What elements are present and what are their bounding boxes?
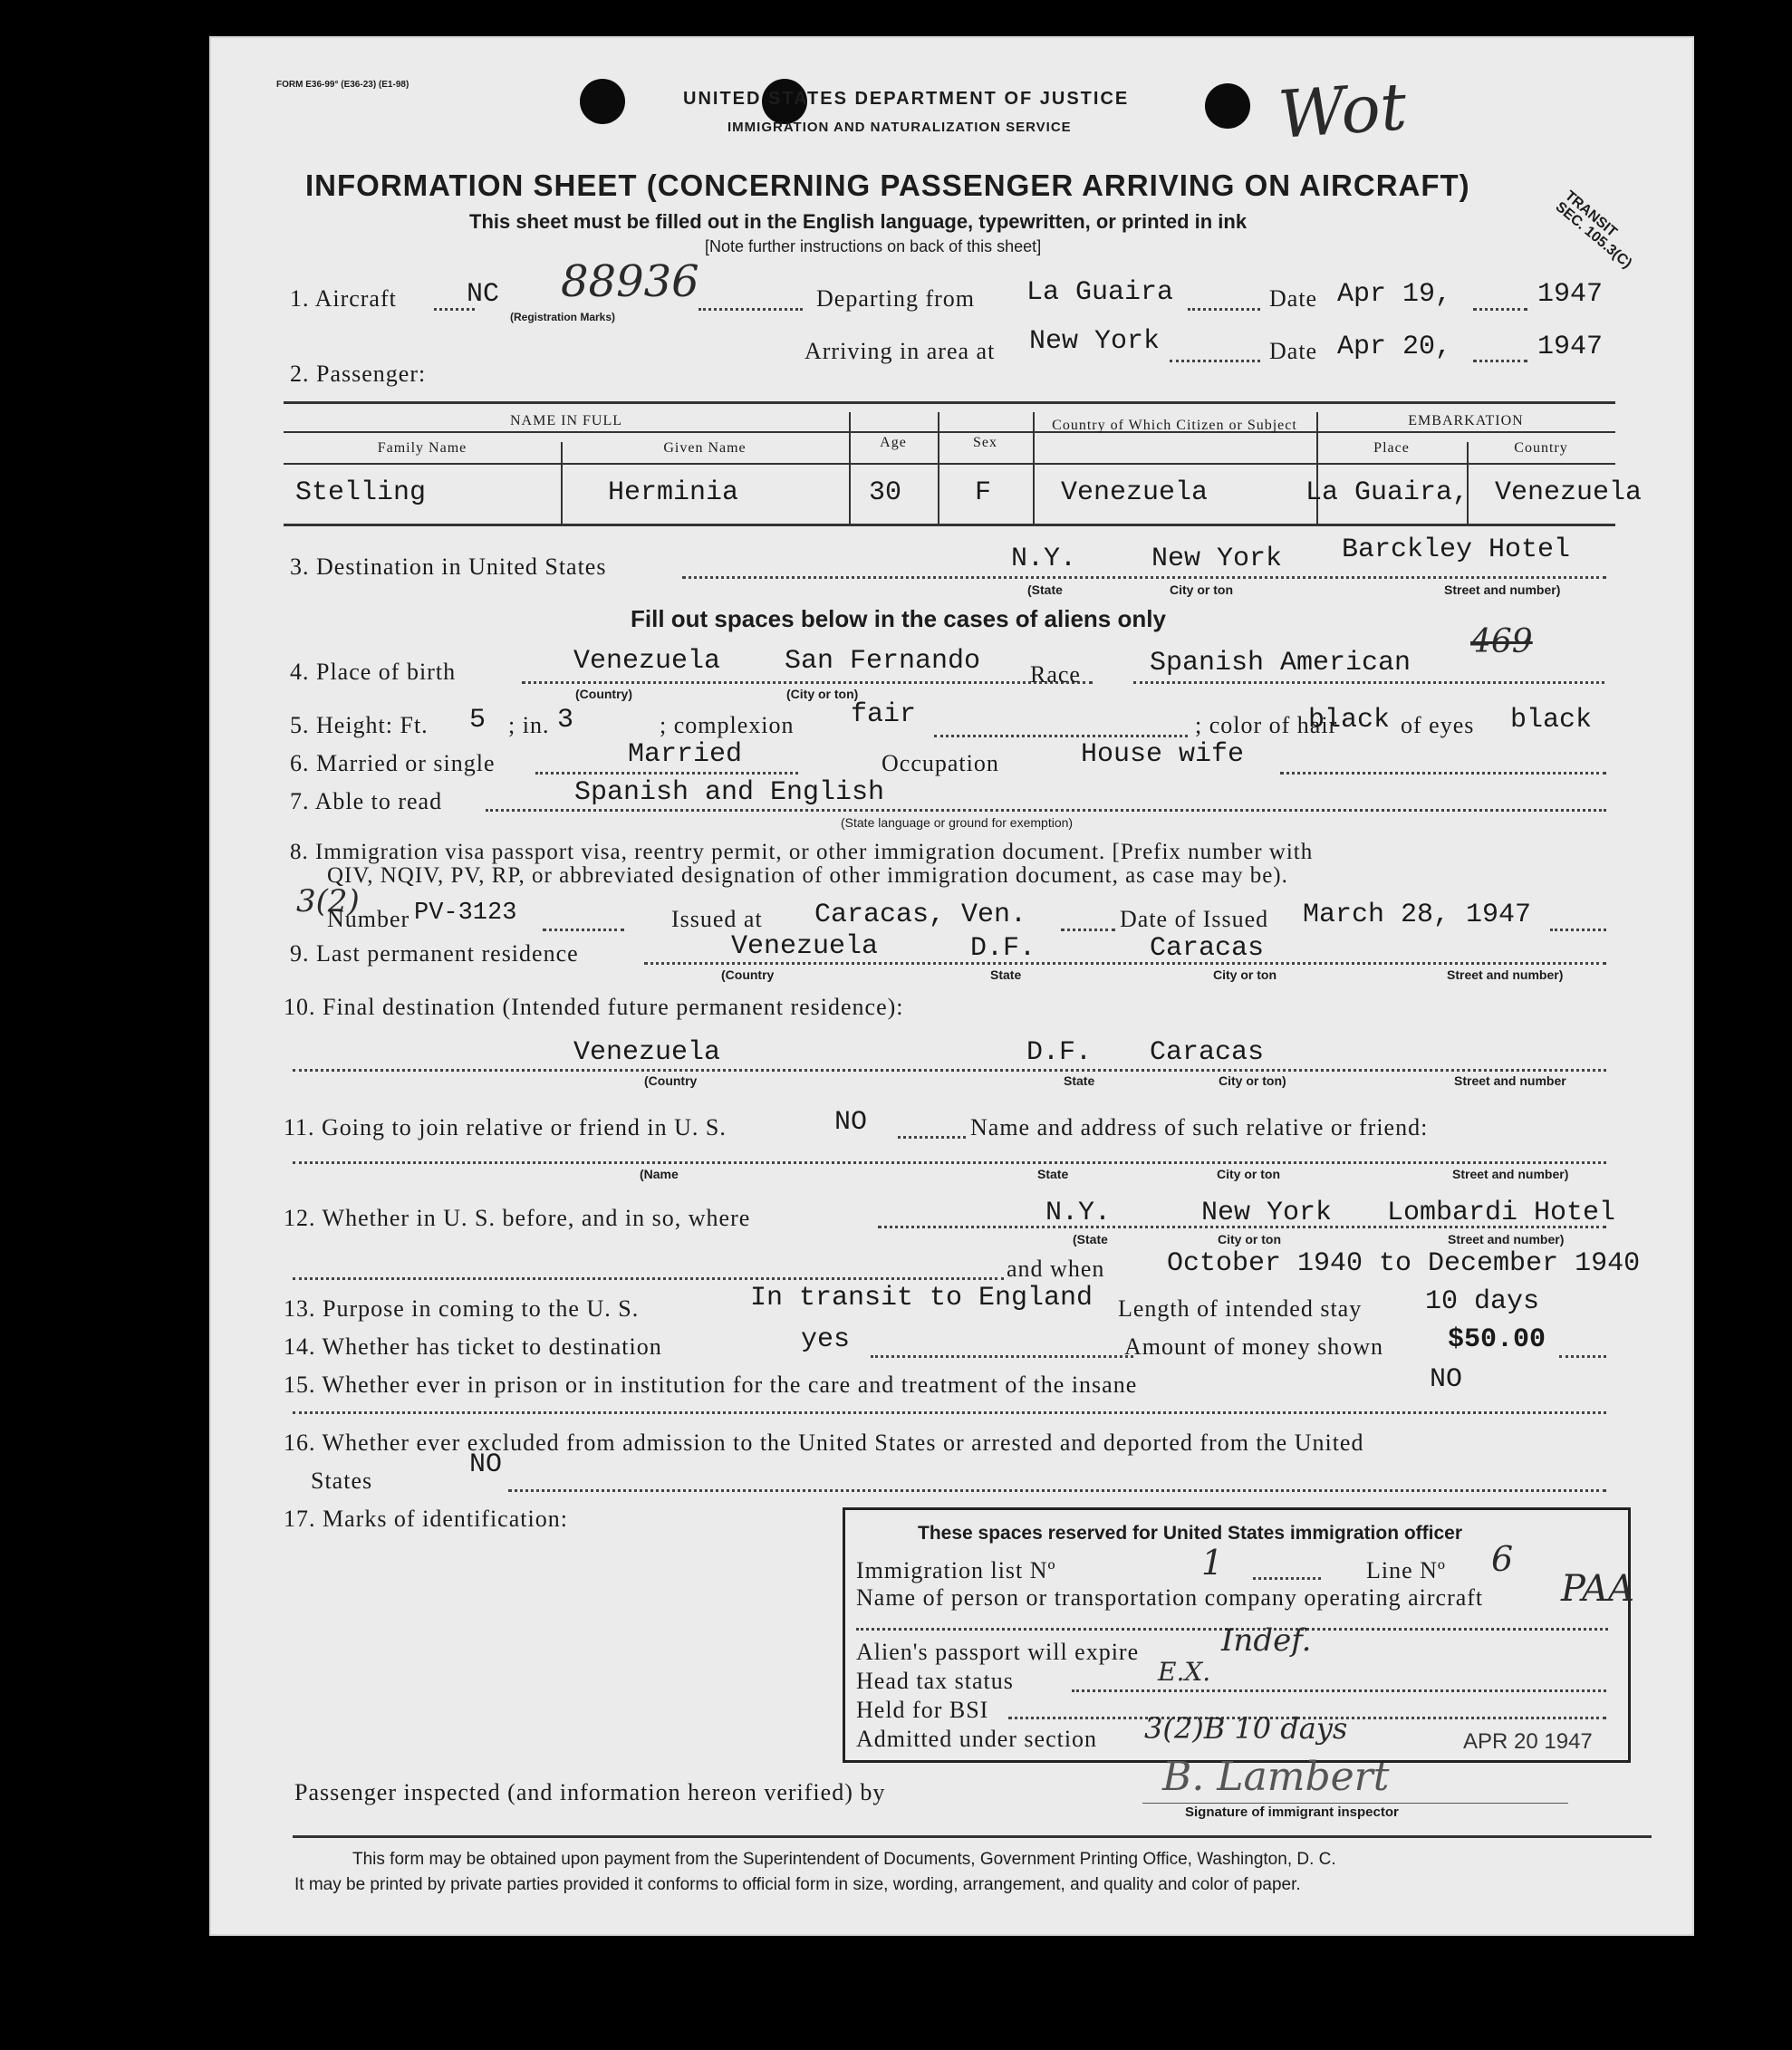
bsi-label: Held for BSI bbox=[856, 1697, 989, 1723]
inspected-label: Passenger inspected (and information hereon verified) by bbox=[294, 1779, 886, 1805]
form-number: FORM E36-99° (E36-23) (E1-98) bbox=[276, 80, 409, 90]
previous-visit-state: N.Y. bbox=[1045, 1198, 1112, 1228]
caption-country: (Country) bbox=[575, 687, 632, 701]
q8-line1: 8. Immigration visa passport visa, reentry permit, or other immigration document. [Prefix number with bbox=[290, 840, 1314, 864]
family-name: Stelling bbox=[295, 477, 427, 508]
date-issued-value: March 28, 1947 bbox=[1303, 900, 1532, 930]
arrival-date-label: Date bbox=[1269, 338, 1318, 364]
residence-caption-state: State bbox=[990, 967, 1022, 982]
visit-caption-state: (State bbox=[1073, 1232, 1108, 1246]
passport-expire-value: Indef. bbox=[1221, 1622, 1312, 1659]
head-tax-label: Head tax status bbox=[856, 1668, 1014, 1694]
issued-at-label: Issued at bbox=[671, 906, 763, 932]
q16-label-cont: States bbox=[311, 1468, 373, 1494]
prison-value: NO bbox=[1430, 1364, 1463, 1395]
stay-length-value: 10 days bbox=[1425, 1286, 1540, 1317]
admitted-section-value: 3(2)B 10 days bbox=[1144, 1711, 1348, 1746]
race-code: 469 bbox=[1470, 623, 1533, 660]
joining-relative-value: NO bbox=[834, 1107, 868, 1138]
final-caption-city: City or ton) bbox=[1219, 1073, 1286, 1088]
height-inches: 3 bbox=[557, 705, 574, 736]
aliens-only-note: Fill out spaces below in the cases of aliens only bbox=[631, 605, 1166, 632]
age-value: 30 bbox=[869, 477, 902, 508]
when-label: and when bbox=[1007, 1256, 1105, 1282]
q7-label: 7. Able to read bbox=[290, 788, 443, 814]
hair-label: ; color of hair bbox=[1195, 712, 1338, 738]
citizenship-value: Venezuela bbox=[1061, 477, 1209, 508]
destination-state: N.Y. bbox=[1011, 544, 1077, 574]
previous-visit-dates: October 1940 to December 1940 bbox=[1167, 1248, 1641, 1279]
departing-label: Departing from bbox=[816, 285, 976, 312]
q8-handwritten-note: 3(2) bbox=[296, 883, 360, 919]
residence-city: Caracas bbox=[1150, 933, 1265, 964]
q5-label: 5. Height: Ft. bbox=[290, 712, 429, 738]
complexion-value: fair bbox=[851, 699, 917, 730]
line-number-value: 6 bbox=[1491, 1539, 1514, 1579]
header-age: Age bbox=[880, 435, 907, 450]
residence-caption-country: (Country bbox=[721, 967, 775, 982]
q16-label: 16. Whether ever excluded from admission to the United States or arrested and deported from the United bbox=[284, 1429, 1364, 1456]
residence-caption-city: City or ton bbox=[1213, 967, 1277, 982]
form-sheet bbox=[209, 36, 1694, 1936]
race-label: Race bbox=[1030, 661, 1081, 688]
caption-state: (State bbox=[1027, 582, 1063, 597]
purpose-value: In transit to England bbox=[750, 1283, 1094, 1314]
inspector-signature: B. Lambert bbox=[1162, 1754, 1390, 1800]
punch-hole-left bbox=[580, 79, 625, 124]
relative-caption-state: State bbox=[1037, 1167, 1069, 1181]
document-number: PV-3123 bbox=[414, 900, 517, 927]
relative-caption-city: City or ton bbox=[1217, 1167, 1280, 1181]
q14-label: 14. Whether has ticket to destination bbox=[284, 1333, 662, 1360]
footer-line1: This form may be obtained upon payment from the Superintendent of Documents, Government Printing Office, Washington, D. C. bbox=[352, 1850, 1336, 1869]
immigration-list-value: 1 bbox=[1201, 1543, 1224, 1583]
occupation-value: House wife bbox=[1081, 739, 1245, 770]
money-value: $50.00 bbox=[1448, 1324, 1546, 1355]
excluded-value: NO bbox=[469, 1449, 503, 1480]
service-title: IMMIGRATION AND NATURALIZATION SERVICE bbox=[727, 120, 1072, 135]
caption-city-or-town: (City or ton) bbox=[786, 687, 859, 701]
header-given-name: Given Name bbox=[663, 440, 747, 456]
sex-value: F bbox=[975, 477, 992, 508]
header-embark-place: Place bbox=[1373, 440, 1410, 456]
head-tax-value: E.X. bbox=[1158, 1657, 1211, 1687]
line-number-label: Line Nº bbox=[1366, 1557, 1446, 1583]
height-feet: 5 bbox=[469, 705, 487, 736]
arrival-date: Apr 20, bbox=[1337, 332, 1452, 362]
residence-country: Venezuela bbox=[731, 931, 879, 962]
eye-color: black bbox=[1510, 705, 1593, 736]
residence-caption-street: Street and number) bbox=[1447, 967, 1564, 982]
given-name: Herminia bbox=[608, 477, 739, 508]
punch-hole-right bbox=[1205, 83, 1250, 129]
q4-label: 4. Place of birth bbox=[290, 659, 457, 685]
final-caption-street: Street and number bbox=[1454, 1073, 1566, 1088]
destination-street: Barckley Hotel bbox=[1342, 534, 1571, 565]
arrival-year: 1947 bbox=[1537, 332, 1604, 362]
handwritten-top-note: Wot bbox=[1276, 68, 1410, 153]
transit-stamp: TRANSIT SEC. 105.3(C) bbox=[1552, 188, 1635, 272]
immigration-list-label: Immigration list Nº bbox=[856, 1557, 1056, 1583]
embark-place-value: La Guaira, bbox=[1305, 477, 1469, 508]
q9-label: 9. Last permanent residence bbox=[290, 940, 579, 967]
admission-date-stamp: APR 20 1947 bbox=[1463, 1729, 1593, 1754]
aircraft-prefix: NC bbox=[467, 279, 500, 310]
date-issued-label: Date of Issued bbox=[1120, 906, 1269, 932]
q10-label: 10. Final destination (Intended future permanent residence): bbox=[284, 994, 904, 1020]
marital-status: Married bbox=[628, 739, 743, 770]
complexion-label: ; complexion bbox=[660, 712, 795, 738]
q3-label: 3. Destination in United States bbox=[290, 553, 607, 580]
company-value: PAA bbox=[1561, 1568, 1635, 1610]
q11-label: 11. Going to join relative or friend in U. S. bbox=[284, 1114, 727, 1140]
footer-line2: It may be printed by private parties provided it conforms to official form in size, wording, arrangement, and quality and color of paper. bbox=[294, 1875, 1301, 1894]
final-caption-country: (Country bbox=[644, 1073, 698, 1088]
previous-visit-city: New York bbox=[1201, 1198, 1333, 1228]
hair-color: black bbox=[1308, 705, 1391, 736]
visit-caption-city: City or ton bbox=[1218, 1232, 1281, 1246]
admitted-section-label: Admitted under section bbox=[856, 1726, 1098, 1752]
header-family-name: Family Name bbox=[377, 440, 467, 456]
q15-label: 15. Whether ever in prison or in institution for the care and treatment of the insane bbox=[284, 1371, 1138, 1398]
final-country: Venezuela bbox=[573, 1037, 721, 1068]
caption-city: City or ton bbox=[1170, 582, 1233, 597]
caption-street: Street and number) bbox=[1444, 582, 1561, 597]
money-label: Amount of money shown bbox=[1124, 1333, 1384, 1360]
final-city: Caracas bbox=[1150, 1037, 1265, 1068]
issued-at-value: Caracas, Ven. bbox=[814, 900, 1027, 930]
relative-caption-street: Street and number) bbox=[1452, 1167, 1569, 1181]
inches-label: ; in. bbox=[508, 712, 550, 738]
q13-label: 13. Purpose in coming to the U. S. bbox=[284, 1295, 640, 1322]
occupation-label: Occupation bbox=[882, 750, 999, 776]
aircraft-registration: 88936 bbox=[561, 256, 699, 307]
form-title: INFORMATION SHEET (CONCERNING PASSENGER ARRIVING ON AIRCRAFT) bbox=[305, 168, 1470, 202]
header-sex: Sex bbox=[973, 435, 997, 450]
departure-year: 1947 bbox=[1537, 279, 1604, 310]
stay-length-label: Length of intended stay bbox=[1118, 1295, 1363, 1322]
q12-label: 12. Whether in U. S. before, and in so, where bbox=[284, 1205, 751, 1231]
note-line: [Note further instructions on back of this sheet] bbox=[705, 237, 1042, 255]
race-value: Spanish American bbox=[1150, 648, 1411, 679]
company-label: Name of person or transportation company operating aircraft bbox=[856, 1584, 1484, 1611]
ticket-value: yes bbox=[801, 1324, 851, 1355]
officer-reserved-box bbox=[843, 1507, 1635, 1763]
relative-caption-name: (Name bbox=[640, 1167, 679, 1181]
number-label: Number bbox=[327, 906, 410, 932]
instruction-line: This sheet must be filled out in the English language, typewritten, or printed in ink bbox=[469, 210, 1248, 233]
departing-from: La Guaira bbox=[1026, 277, 1174, 308]
header-embarkation: EMBARKATION bbox=[1408, 413, 1524, 428]
q6-label: 6. Married or single bbox=[290, 750, 496, 776]
birth-city: San Fernando bbox=[785, 646, 981, 677]
previous-visit-street: Lombardi Hotel bbox=[1387, 1198, 1616, 1228]
departure-date-label: Date bbox=[1269, 285, 1318, 312]
department-title: UNITED STATES DEPARTMENT OF JUSTICE bbox=[683, 89, 1130, 109]
embark-country-value: Venezuela bbox=[1495, 477, 1643, 508]
q17-label: 17. Marks of identification: bbox=[284, 1506, 568, 1532]
q1-label: 1. Aircraft bbox=[290, 285, 397, 312]
arriving-label: Arriving in area at bbox=[804, 338, 996, 364]
departure-date: Apr 19, bbox=[1337, 279, 1452, 310]
signature-caption: Signature of immigrant inspector bbox=[1185, 1805, 1399, 1820]
residence-state: D.F. bbox=[970, 933, 1036, 964]
q8-line2: QIV, NQIV, PV, RP, or abbreviated designation of other immigration document, as case may be). bbox=[327, 863, 1288, 888]
language-caption: (State language or ground for exemption) bbox=[841, 815, 1074, 830]
header-embark-country: Country bbox=[1514, 440, 1568, 456]
destination-city: New York bbox=[1151, 544, 1283, 574]
final-caption-state: State bbox=[1064, 1073, 1095, 1088]
final-state: D.F. bbox=[1026, 1037, 1093, 1068]
passport-expire-label: Alien's passport will expire bbox=[856, 1639, 1140, 1665]
languages-read: Spanish and English bbox=[574, 777, 885, 808]
arriving-in-area: New York bbox=[1029, 326, 1161, 357]
eyes-label: of eyes bbox=[1401, 712, 1475, 738]
header-name-in-full: NAME IN FULL bbox=[510, 413, 622, 428]
registration-caption: (Registration Marks) bbox=[510, 311, 616, 323]
relative-name-label: Name and address of such relative or friend: bbox=[970, 1114, 1429, 1140]
visit-caption-street: Street and number) bbox=[1448, 1232, 1565, 1246]
header-citizenship: Country of Which Citizen or Subject bbox=[1052, 418, 1297, 433]
birth-country: Venezuela bbox=[573, 646, 721, 677]
q2-label: 2. Passenger: bbox=[290, 361, 427, 387]
officer-box-title: These spaces reserved for United States immigration officer bbox=[918, 1523, 1463, 1544]
